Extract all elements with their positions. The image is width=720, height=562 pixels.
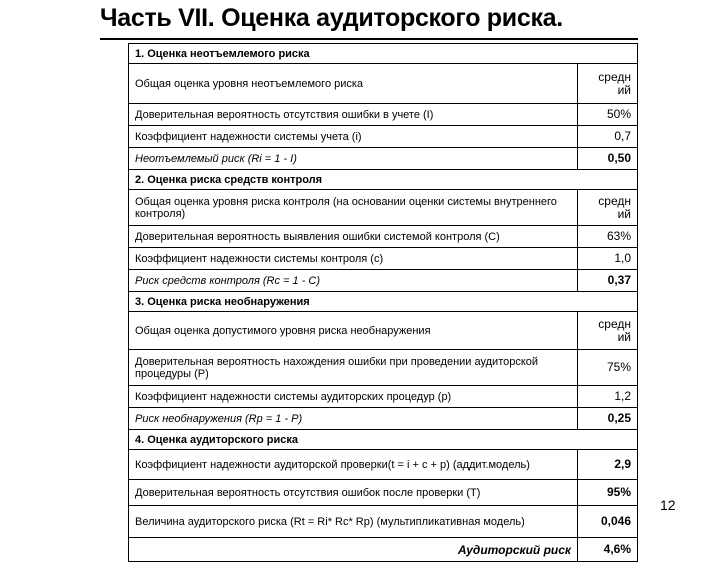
row-value: 0,046	[578, 506, 638, 538]
row-label: Общая оценка уровня неотъемлемого риска	[129, 64, 578, 104]
row-label: Величина аудиторского риска (Rt = Ri* Rc* Rp) (мультипликативная модель)	[129, 506, 578, 538]
row-value: средн ий	[578, 190, 638, 226]
row-label: Общая оценка допустимого уровня риска необнаружения	[129, 312, 578, 350]
section-heading: 2. Оценка риска средств контроля	[129, 170, 638, 190]
table-row	[129, 148, 638, 170]
section-header-row	[129, 170, 638, 190]
title-underline	[100, 38, 638, 40]
row-label: Риск средств контроля (Rc = 1 - C)	[129, 270, 578, 292]
table-row	[129, 126, 638, 148]
table-row	[129, 270, 638, 292]
row-value: 63%	[578, 226, 638, 248]
table-row	[129, 450, 638, 480]
row-value: 2,9	[578, 450, 638, 480]
row-label: Общая оценка уровня риска контроля (на основании оценки системы внутреннего контроля)	[129, 190, 578, 226]
row-label: Коэффициент надежности системы контроля (с)	[129, 248, 578, 270]
row-label: Коэффициент надежности аудиторской проверки(t = i + c + p) (аддит.модель)	[129, 450, 578, 480]
page-title: Часть VII. Оценка аудиторского риска.	[100, 4, 563, 32]
row-label: Аудиторский риск	[129, 538, 578, 562]
table-row	[129, 350, 638, 386]
table-row	[129, 408, 638, 430]
row-value: средн ий	[578, 64, 638, 104]
section-header-row	[129, 44, 638, 64]
table-row	[129, 506, 638, 538]
row-label: Доверительная вероятность отсутствия ошибок после проверки (T)	[129, 480, 578, 506]
row-label: Доверительная вероятность отсутствия ошибки в учете (I)	[129, 104, 578, 126]
row-label: Коэффициент надежности системы аудиторских процедур (р)	[129, 386, 578, 408]
row-value: 1,2	[578, 386, 638, 408]
row-label: Риск необнаружения (Rр = 1 - P)	[129, 408, 578, 430]
section-heading: 1. Оценка неотъемлемого риска	[129, 44, 638, 64]
row-value: 50%	[578, 104, 638, 126]
table-row	[129, 386, 638, 408]
risk-assessment-table	[128, 43, 638, 562]
section-header-row	[129, 292, 638, 312]
row-value: 0,50	[578, 148, 638, 170]
row-value: 75%	[578, 350, 638, 386]
table-row	[129, 104, 638, 126]
row-value: 95%	[578, 480, 638, 506]
row-value: 1,0	[578, 248, 638, 270]
section-heading: 4. Оценка аудиторского риска	[129, 430, 638, 450]
table-row	[129, 190, 638, 226]
table-row	[129, 480, 638, 506]
section-heading: 3. Оценка риска необнаружения	[129, 292, 638, 312]
row-label: Доверительная вероятность выявления ошибки системой контроля (С)	[129, 226, 578, 248]
section-header-row	[129, 430, 638, 450]
row-value: 0,7	[578, 126, 638, 148]
table-row	[129, 312, 638, 350]
table-row	[129, 64, 638, 104]
page-number: 12	[660, 497, 676, 513]
row-value: 4,6%	[578, 538, 638, 562]
table-row	[129, 538, 638, 562]
row-label: Доверительная вероятность нахождения ошибки при проведении аудиторской процедуры (P)	[129, 350, 578, 386]
table-row	[129, 226, 638, 248]
row-label: Неотъемлемый риск (Ri = 1 - I)	[129, 148, 578, 170]
row-value: 0,37	[578, 270, 638, 292]
row-label: Коэффициент надежности системы учета (i)	[129, 126, 578, 148]
row-value: средн ий	[578, 312, 638, 350]
table-row	[129, 248, 638, 270]
row-value: 0,25	[578, 408, 638, 430]
